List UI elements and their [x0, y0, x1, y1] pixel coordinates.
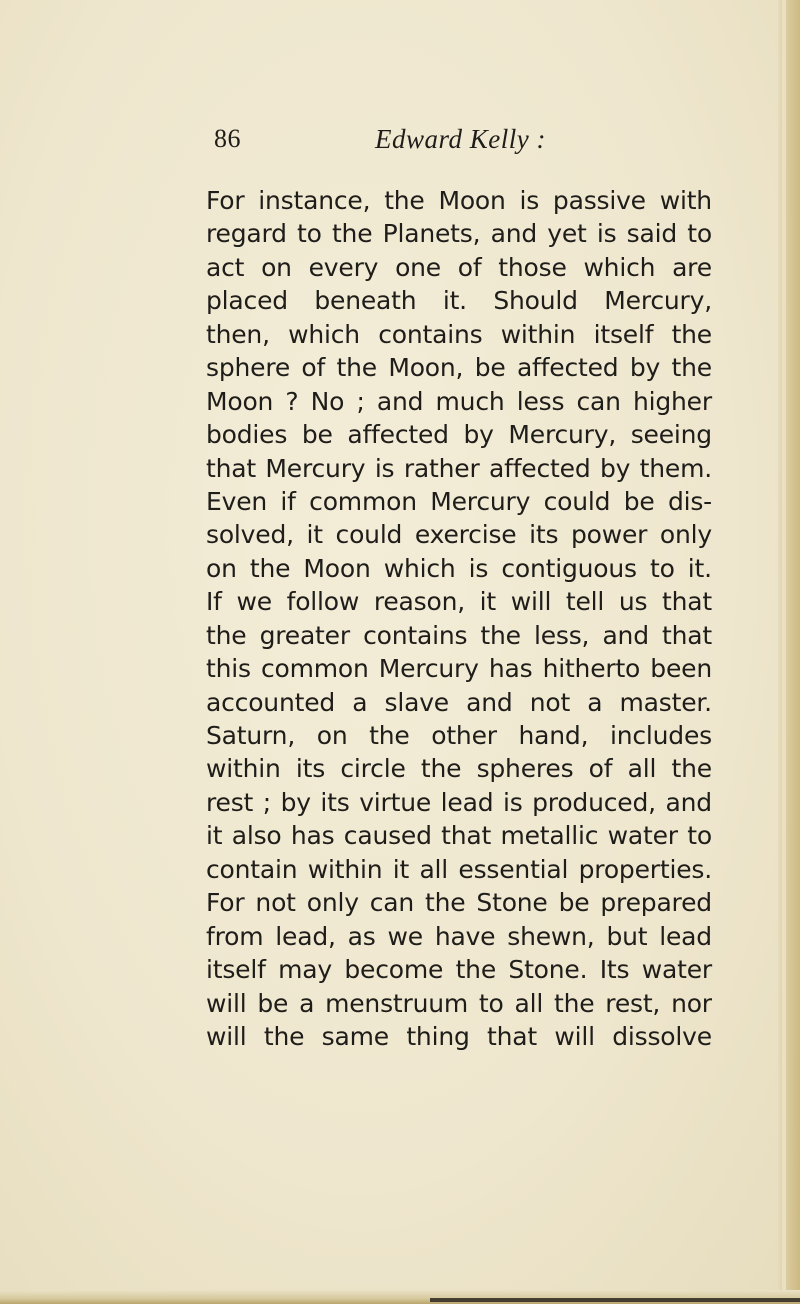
word: if	[280, 486, 296, 516]
word: metallic	[500, 821, 599, 851]
page-number: 86	[214, 124, 241, 153]
word: on	[261, 252, 292, 282]
word: will	[206, 1021, 247, 1051]
word: on	[206, 553, 237, 583]
word: the	[671, 754, 712, 784]
word: Mercury	[378, 654, 479, 684]
word: the	[369, 721, 410, 750]
word: yet	[547, 219, 587, 249]
word: contains	[363, 620, 468, 650]
word: the	[331, 219, 373, 249]
word: has	[290, 821, 335, 851]
word: it	[306, 520, 323, 550]
word: that	[441, 821, 492, 851]
word: ;	[356, 386, 365, 416]
word: which	[288, 319, 360, 349]
word: the	[384, 186, 425, 215]
text-line	[206, 619, 712, 652]
word: properties.	[578, 854, 712, 884]
word: placed	[206, 286, 288, 316]
word: can	[369, 888, 415, 918]
word: Its	[599, 955, 630, 985]
text-line	[206, 318, 712, 351]
word: Moon,	[388, 353, 464, 383]
word: only	[306, 888, 359, 918]
word: we	[236, 587, 272, 617]
word: ;	[262, 787, 271, 817]
word: less,	[533, 620, 590, 650]
word: on	[316, 721, 348, 750]
word: much	[435, 386, 505, 416]
word: but	[606, 921, 648, 951]
word: and	[602, 620, 649, 650]
word: be	[301, 420, 333, 450]
word: and	[490, 219, 538, 249]
word: a	[299, 988, 315, 1018]
word: dis-	[667, 486, 712, 516]
word: same	[321, 1021, 389, 1051]
word: said	[626, 219, 678, 249]
word: is	[468, 553, 489, 583]
word: of	[301, 353, 326, 383]
word: that	[487, 1021, 537, 1051]
word: Stone.	[508, 955, 588, 985]
word: thing	[406, 1021, 470, 1051]
word: Should	[493, 286, 578, 316]
text-line	[206, 585, 712, 618]
word: lead	[659, 921, 712, 951]
word: Planets,	[382, 219, 481, 249]
word: could	[543, 486, 611, 516]
word: seeing	[630, 420, 712, 450]
word: we	[387, 921, 423, 951]
word: is	[519, 186, 540, 215]
word: by	[280, 787, 311, 817]
word: is	[374, 453, 395, 483]
word: be	[474, 353, 506, 383]
word: the	[425, 888, 466, 918]
word: by	[629, 353, 661, 383]
word: greater	[259, 620, 350, 650]
word: common	[309, 486, 417, 516]
word: its	[320, 787, 350, 817]
word: a	[587, 687, 603, 717]
word: virtue	[359, 787, 432, 817]
word: regard	[206, 219, 287, 249]
text-line	[206, 953, 712, 986]
word: all	[514, 988, 544, 1018]
word: shewn,	[507, 921, 595, 951]
text-line	[206, 418, 712, 451]
word: sphere	[206, 353, 291, 383]
word: itself	[206, 955, 266, 985]
word: includes	[609, 721, 712, 750]
word: affected	[347, 420, 449, 450]
word: beneath	[314, 286, 417, 316]
word: only	[659, 520, 712, 550]
word: hand,	[518, 721, 589, 750]
word: be	[623, 486, 655, 516]
page-edge-highlight	[782, 0, 786, 1304]
text-line	[206, 552, 712, 585]
text-line	[206, 987, 712, 1020]
word: is	[596, 219, 617, 249]
word: the	[420, 754, 462, 784]
word: it	[392, 854, 410, 884]
word: us	[618, 587, 648, 617]
word: to	[687, 219, 712, 249]
word: which	[383, 553, 456, 583]
word: has	[488, 654, 533, 684]
word: itself	[593, 319, 654, 349]
word: then,	[206, 319, 270, 349]
word: with	[659, 186, 712, 215]
word: to	[649, 553, 675, 583]
word: follow	[286, 587, 360, 617]
word: rest,	[605, 988, 661, 1018]
word: menstruum	[325, 988, 469, 1018]
word: common	[260, 654, 369, 684]
word: it	[206, 821, 223, 851]
word: and	[665, 787, 712, 817]
word: not	[529, 687, 571, 717]
word: become	[344, 955, 444, 985]
word: essential	[458, 854, 569, 884]
word: the	[553, 988, 595, 1018]
text-line	[206, 920, 712, 953]
word: rather	[403, 453, 480, 483]
word: those	[498, 252, 567, 282]
text-line	[206, 853, 712, 886]
word: tell	[565, 587, 605, 617]
word: can	[576, 386, 621, 416]
text-line	[206, 518, 712, 551]
text-line	[206, 719, 712, 752]
word: its	[295, 754, 326, 784]
word: Mercury,	[604, 286, 712, 316]
word: produced,	[532, 787, 656, 817]
word: it	[479, 587, 497, 617]
text-line	[206, 452, 712, 485]
word: not	[255, 888, 296, 918]
word: contain	[206, 854, 298, 884]
word: be	[558, 888, 590, 918]
word: higher	[632, 386, 712, 416]
word: its	[529, 520, 559, 550]
word: passive	[552, 186, 646, 215]
word: that	[662, 587, 712, 617]
word: water	[607, 821, 678, 851]
word: by	[599, 453, 631, 483]
word: that	[662, 620, 712, 650]
word: it.	[687, 553, 712, 583]
word: a	[352, 687, 368, 717]
text-line	[206, 819, 712, 852]
text-line	[206, 217, 712, 250]
text-line	[206, 886, 712, 919]
word: exercise	[414, 520, 517, 550]
text-line	[206, 786, 712, 819]
word: bodies	[206, 420, 288, 450]
text-line	[206, 1020, 712, 1053]
text-line	[206, 752, 712, 785]
word: is	[502, 787, 523, 817]
word: slave	[384, 687, 449, 717]
word: Mercury,	[508, 420, 617, 450]
word: If	[206, 587, 222, 617]
word: Moon	[303, 553, 371, 583]
word: water	[641, 955, 712, 985]
word: rest	[206, 787, 254, 817]
word: ?	[285, 386, 299, 416]
word: master.	[619, 687, 712, 717]
word: instance,	[258, 186, 371, 215]
word: Saturn,	[206, 721, 296, 750]
word: could	[335, 520, 403, 550]
word: the	[336, 353, 377, 383]
word: the	[249, 553, 291, 583]
word: will	[206, 988, 247, 1018]
word: by	[463, 420, 494, 450]
word: Moon	[206, 386, 274, 416]
word: lead	[440, 787, 494, 817]
word: of	[588, 754, 613, 784]
word: are	[672, 252, 712, 282]
word: caused	[343, 821, 432, 851]
word: less	[516, 386, 565, 416]
text-line	[206, 251, 712, 284]
word: power	[570, 520, 648, 550]
word: will	[554, 1021, 595, 1051]
page-edge-line	[430, 1298, 800, 1302]
word: circle	[340, 754, 406, 784]
word: act	[206, 252, 245, 282]
word: affected	[488, 453, 591, 483]
word: from	[206, 921, 264, 951]
text-line	[206, 652, 712, 685]
running-head: Edward Kelly :	[375, 124, 546, 154]
word: the	[480, 620, 521, 650]
word: spheres	[476, 754, 574, 784]
word: all	[419, 854, 449, 884]
word: contains	[378, 319, 483, 349]
text-line	[206, 686, 712, 719]
word: the	[263, 1021, 305, 1051]
text-line	[206, 385, 712, 418]
word: Stone	[476, 888, 548, 918]
word: have	[434, 921, 496, 951]
word: this	[206, 654, 251, 684]
word: dissolve	[612, 1021, 712, 1051]
word: accounted	[206, 687, 336, 717]
word: to	[297, 219, 322, 249]
word: been	[650, 654, 712, 684]
word: that	[206, 453, 256, 483]
word: hitherto	[542, 654, 641, 684]
word: Mercury	[265, 453, 366, 483]
word: Mercury	[430, 486, 531, 516]
page-header	[214, 124, 714, 164]
word: and	[376, 386, 424, 416]
word: to	[687, 821, 712, 851]
word: of	[457, 252, 482, 282]
word: the	[455, 955, 497, 985]
word: the	[671, 319, 712, 349]
word: be	[257, 988, 289, 1018]
text-line	[206, 284, 712, 317]
word: and	[466, 687, 513, 717]
word: the	[206, 620, 247, 650]
word: the	[671, 353, 712, 383]
word: may	[278, 955, 332, 985]
word: solved,	[206, 520, 294, 550]
word: affected	[516, 353, 619, 383]
word: within	[307, 854, 383, 884]
word: reason,	[373, 587, 465, 617]
word: prepared	[600, 888, 712, 918]
word: other	[431, 721, 497, 750]
text-line	[206, 351, 712, 384]
word: For	[206, 186, 245, 215]
word: Moon	[438, 186, 506, 215]
word: them.	[639, 453, 712, 483]
word: one	[395, 252, 441, 282]
word: nor	[671, 988, 712, 1018]
text-line	[206, 184, 712, 217]
word: which	[583, 252, 656, 282]
word: every	[308, 252, 379, 282]
word: within	[500, 319, 576, 349]
word: it.	[442, 286, 467, 316]
word: lead,	[275, 921, 336, 951]
word: all	[627, 754, 657, 784]
word: also	[231, 821, 282, 851]
word: within	[206, 754, 281, 784]
word: Even	[206, 486, 268, 516]
word: as	[347, 921, 376, 951]
text-line	[206, 485, 712, 518]
word: will	[510, 587, 552, 617]
body-text	[206, 184, 712, 1053]
word: contiguous	[501, 553, 637, 583]
word: For	[206, 888, 245, 918]
word: to	[478, 988, 504, 1018]
word: No	[310, 386, 345, 416]
